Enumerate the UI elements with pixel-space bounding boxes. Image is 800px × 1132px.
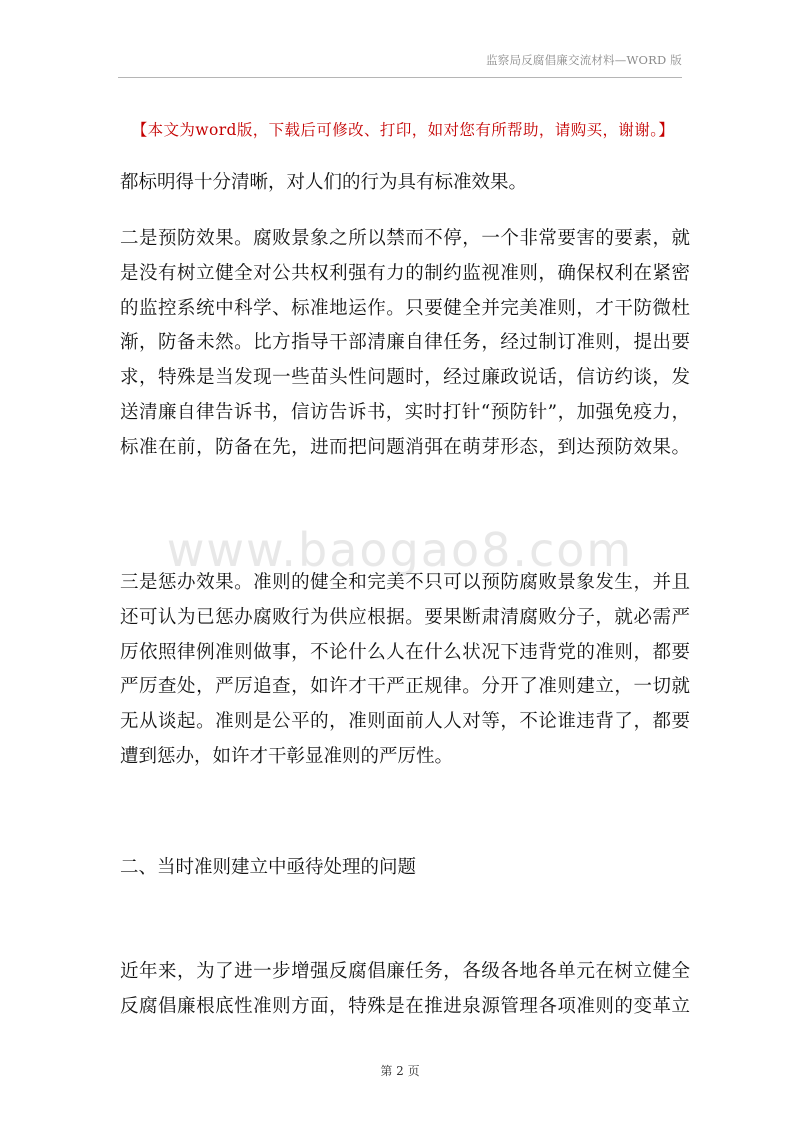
text-line: 三是惩办效果。准则的健全和完美不只可以预防腐败景象发生，并且 (120, 572, 690, 593)
paragraph-continuation (120, 166, 690, 201)
text-line: 厉依照律例准则做事，不论什么人在什么状况下违背党的准则，都要 (120, 641, 690, 663)
text-line: 都标明得十分清晰，对人们的行为具有标准效果。 (120, 172, 528, 193)
text-line: 的监控系统中科学、标准地运作。只要健全并完美准则，才干防微杜 (120, 297, 690, 319)
paragraph-recent-years (120, 955, 690, 1025)
paragraph-punishment-effect (120, 566, 690, 775)
text-line: 送清廉自律告诉书，信访告诉书，实时打针“预防针”，加强免疫力， (120, 401, 690, 423)
paragraph-prevention-effect (120, 222, 690, 466)
running-header: 监察局反腐倡廉交流材料—WORD 版 (486, 53, 682, 67)
text-line: 渐，防备未然。比方指导干部清廉自律任务，经过制订准则，提出要 (120, 332, 690, 354)
text-line: 还可认为已惩办腐败行为供应根据。要果断肃清腐败分子，就必需严 (120, 606, 690, 628)
section-heading (120, 851, 690, 886)
text-line: 二是预防效果。腐败景象之所以禁而不停，一个非常要害的要素，就 (120, 228, 690, 249)
heading-line: 二、当时准则建立中亟待处理的问题 (120, 857, 417, 878)
watermark: www.baogao8.com (166, 523, 634, 577)
text-line: 遭到惩办，如许才干彰显准则的严厉性。 (120, 745, 454, 767)
header-divider (118, 77, 682, 78)
text-line: 反腐倡廉根底性准则方面，特殊是在推进泉源管理各项准则的变革立 (120, 995, 690, 1017)
text-line: 是没有树立健全对公共权利强有力的制约监视准则，确保权利在紧密 (120, 262, 690, 284)
text-line: 求，特殊是当发现一些苗头性问题时，经过廉政说话，信访约谈，发 (120, 367, 690, 389)
text-line: 严厉查处，严厉追查，如许才干严正规律。分开了准则建立，一切就 (120, 676, 690, 698)
text-line: 近年来，为了进一步增强反腐倡廉任务，各级各地各单元在树立健全 (120, 961, 690, 982)
page-number: 第 2 页 (380, 1064, 420, 1078)
text-line: 标准在前，防备在先，进而把问题消弭在萌芽形态，到达预防效果。 (120, 436, 690, 458)
download-notice: 【本文为word版，下载后可修改、打印，如对您有所帮助，请购买，谢谢。】 (131, 121, 675, 139)
text-line: 无从谈起。准则是公平的，准则面前人人对等，不论谁违背了，都要 (120, 711, 690, 733)
